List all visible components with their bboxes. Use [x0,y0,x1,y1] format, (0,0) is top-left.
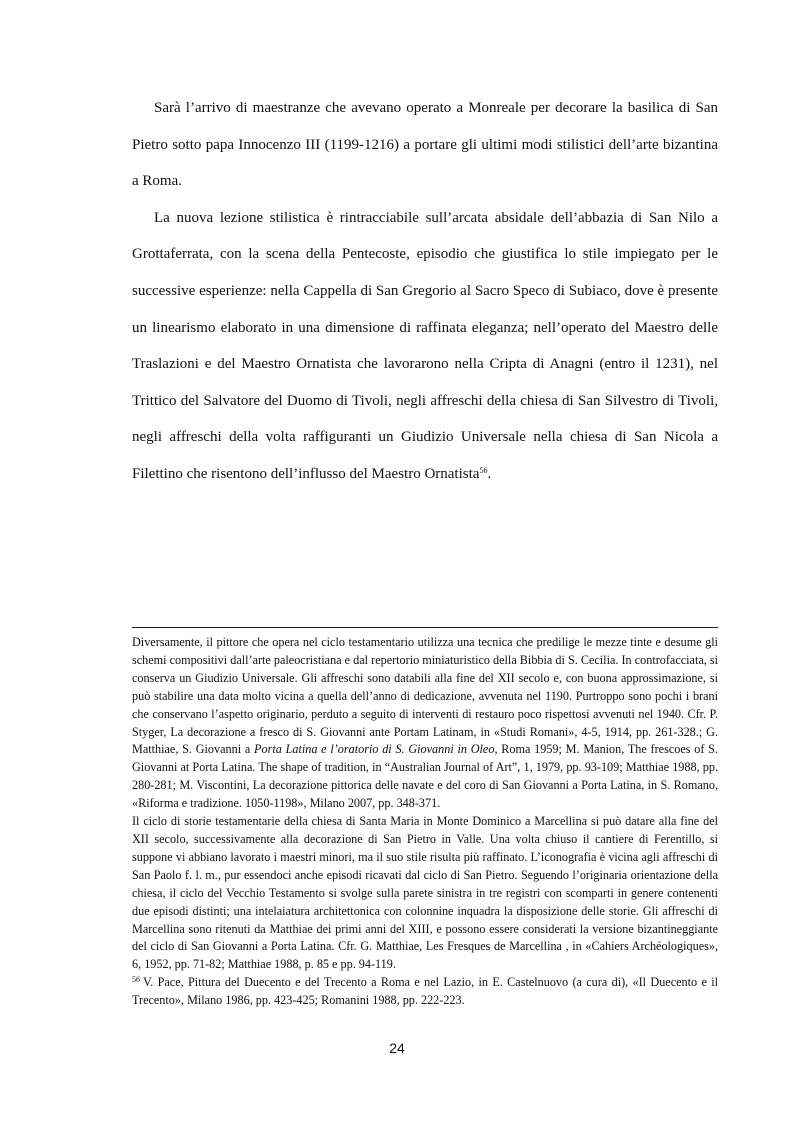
footnote-continuation-1-text: Diversamente, il pittore che opera nel ciclo testamentario utilizza una tecnica che predilige le mezze tinte e desume gli schemi compositivi dall’arte paleocristiana e dal repertorio miniaturistico della Bibbia di S. Cecilia. In controfacciata, si conserva un Giudizio Universale. Gli affreschi sono databili alla fine del XII secolo e, con buona approssimazione, si può stabilire una data molto vicina a quella dell’anno di dedicazione, avvenuta nel 1190. Purtroppo sono pochi i brani che conservano l’aspetto originario, perduto a seguito di interventi di restauro poco rispettosi avvenuti nel 1940. Cfr. P. Styger, La decorazione a fresco di S. Giovanni ante Portam Latinam, in «Studi Romani», 4-5, 1914, pp. 261-328.; G. Matthiae, S. Giovanni a [132,635,718,757]
paragraph-2 [132,200,718,493]
footnote-continuation-2 [132,813,718,974]
footnote-56 [132,974,718,1010]
footnote-separator [132,627,718,628]
footnote-continuation-1-rest: , Roma 1959; M. Manion, The frescoes of S. Giovanni at Porta Latina. The shape of tradition, in “Australian Journal of Art”, 1, 1979, pp. 93-109; Matthiae 1988, pp. 280-281; M. Viscontini, La decorazione pittorica delle navate e del coro di San Giovanni a Porta Latina, in S. Romano, «Riforma e tradizione. 1050-1198», Milano 2007, pp. 348-371. [132,742,718,811]
paragraph-1-text: Sarà l’arrivo di maestranze che avevano operato a Monreale per decorare la basilica di San Pietro sotto papa Innocenzo III (1199-1216) a portare gli ultimi modi stilistici dell’arte bizantina a Roma. [132,100,718,190]
footnote-italic-title: Porta Latina e l’oratorio di S. Giovanni in Oleo [254,742,495,757]
page-number: 24 [389,1040,405,1056]
paragraph-1 [132,90,718,200]
footnote-56-text: V. Pace, Pittura del Duecento e del Trecento a Roma e nel Lazio, in E. Castelnuovo (a cura di), «Il Duecento e il Trecento», Milano 1986, pp. 423-425; Romanini 1988, pp. 222-223. [132,975,718,1008]
footnote-56-number: 56 [132,975,140,985]
footnote-continuation-2-text: Il ciclo di storie testamentarie della chiesa di Santa Maria in Monte Dominico a Marcellina si può datare alla fine del XII secolo, successivamente alla decorazione di San Pietro in Valle. Una volta chiuso il cantiere di Ferentillo, si suppone vi abbiano lavorato i maestri minori, ma il suo stile risulta più raffinato. L’iconografia è vicina agli affreschi di San Paolo f. l. m., pur essendoci anche episodi ricavati dal ciclo di San Pietro. Seguendo l’originaria orientazione della chiesa, il ciclo del Vecchio Testamento si svolge sulla parete sinistra in tre registri con scomparti in genere contenenti due episodi distinti; una intelaiatura architettonica con colonnine inquadra la disposizione delle storie. Gli affreschi di Marcellina sono ritenuti da Matthiae dei primi anni del XIII, e possono essere considerati la versione bizantineggiante del ciclo di San Giovanni a Porta Latina. Cfr. G. Matthiae, Les Fresques de Marcellina , in «Cahiers Archéologiques», 6, 1952, pp. 71-82; Matthiae 1988, p. 85 e pp. 94-119. [132,814,718,972]
footnote-continuation-1 [132,634,718,813]
footnote-ref-56[interactable]: 56 [479,465,488,475]
footnotes [132,634,718,1010]
body-text [132,90,718,493]
paragraph-2-text: La nuova lezione stilistica è rintracciabile sull’arcata absidale dell’abbazia di San Nilo a Grottaferrata, con la scena della Pentecoste, episodio che giustifica lo stile impiegato per le successive esperienze: nella Cappella di San Gregorio al Sacro Speco di Subiaco, dove è presente un linearismo elaborato in una dimensione di raffinata eleganza; nell’operato del Maestro delle Traslazioni e del Maestro Ornatista che lavorarono nella Cripta di Anagni (entro il 1231), nel Trittico del Salvatore del Duomo di Tivoli, negli affreschi della chiesa di San Silvestro di Tivoli, negli affreschi della volta raffiguranti un Giudizio Universale nella chiesa di San Nicola a Filettino che risentono dell’influsso del Maestro Ornatista [132,209,718,482]
paragraph-2-end: . [487,465,492,482]
